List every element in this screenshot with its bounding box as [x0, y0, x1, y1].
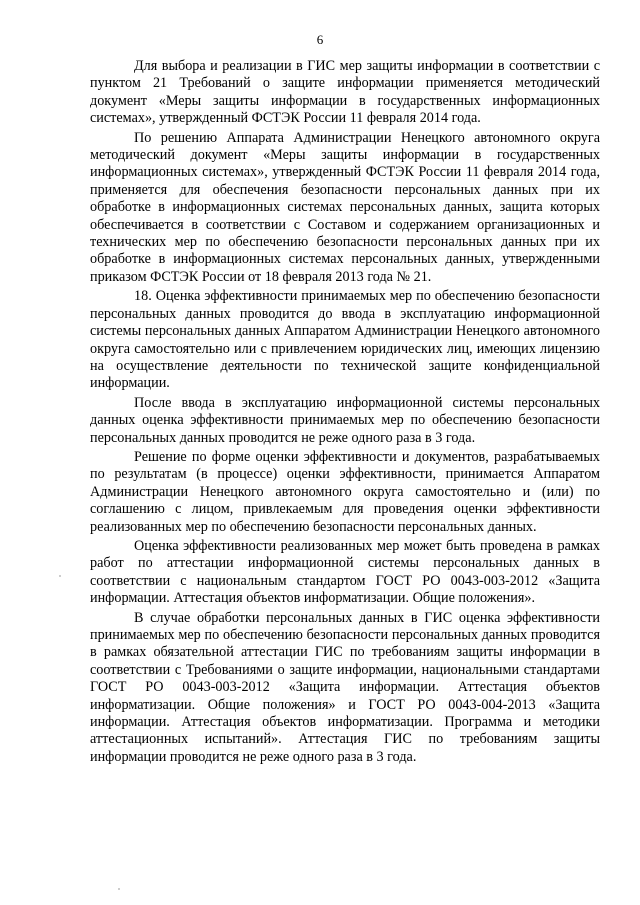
scan-speck: [59, 575, 61, 577]
paragraph-periodic-assessment: После ввода в эксплуатацию информационной системы персональных данных оценка эффективности принимаемых мер по обеспечению безопасности персональных данных проводится не реже одного раза в 3 года.: [90, 394, 600, 446]
page-body: [90, 58, 600, 768]
paragraph-apparatus-decision: По решению Аппарата Администрации Ненецкого автономного округа методический документ «Меры защиты информации в государственных информационных системах», утвержденный ФСТЭК России 11 февраля 2014 года, применяется для обеспечения безопасности персональных данных при их обработке в информационных системах персональных данных, защита которых обеспечивается в соответствии с Составом и содержанием организационных и технических мер по обеспечению безопасности персональных данных при их обработке в информационных системах персональных данных, утвержденными приказом ФСТЭК России от 18 февраля 2013 года № 21.: [90, 129, 600, 285]
paragraph-gis-measures-selection: Для выбора и реализации в ГИС мер защиты информации в соответствии с пунктом 21 Требований о защите информации применяется методический документ «Меры защиты информации в государственных информационных системах», утвержденный ФСТЭК России 11 февраля 2014 года.: [90, 58, 600, 127]
scan-speck: [118, 888, 120, 890]
paragraph-clause-18: 18. Оценка эффективности принимаемых мер по обеспечению безопасности персональных данных проводится до ввода в эксплуатацию информационной системы персональных данных Аппаратом Администрации Ненецкого автономного округа самостоятельно или с привлечением юридических лиц, имеющих лицензию на осуществление деятельности по технической защите конфиденциальной информации.: [90, 288, 600, 392]
paragraph-gis-processing-case: В случае обработки персональных данных в ГИС оценка эффективности принимаемых мер по обеспечению безопасности персональных данных проводится в рамках обязательной аттестации ГИС по требованиям защиты информации в соответствии с Требованиями о защите информации, национальными стандартами ГОСТ РО 0043-003-2012 «Защита информации. Аттестация объектов информатизации. Общие положения» и ГОСТ РО 0043-004-2013 «Защита информации. Аттестация объектов информатизации. Программа и методики аттестационных испытаний». Аттестация ГИС по требованиям защиты информации проводится не реже одного раза в 3 года.: [90, 609, 600, 765]
page-number: 6: [316, 32, 324, 47]
paragraph-attestation-option: Оценка эффективности реализованных мер может быть проведена в рамках работ по аттестации информационной системы персональных данных в соответствии с национальным стандартом ГОСТ РО 0043-003-2012 «Защита информации. Аттестация объектов информатизации. Общие положения».: [90, 537, 600, 607]
paragraph-assessment-form-decision: Решение по форме оценки эффективности и документов, разрабатываемых по результатам (в процессе) оценки эффективности, принимается Аппаратом Администрации Ненецкого автономного округа самостоятельно и (или) по соглашению с лицом, привлекаемым для проведения оценки эффективности реализованных мер по обеспечению безопасности персональных данных.: [90, 448, 600, 535]
